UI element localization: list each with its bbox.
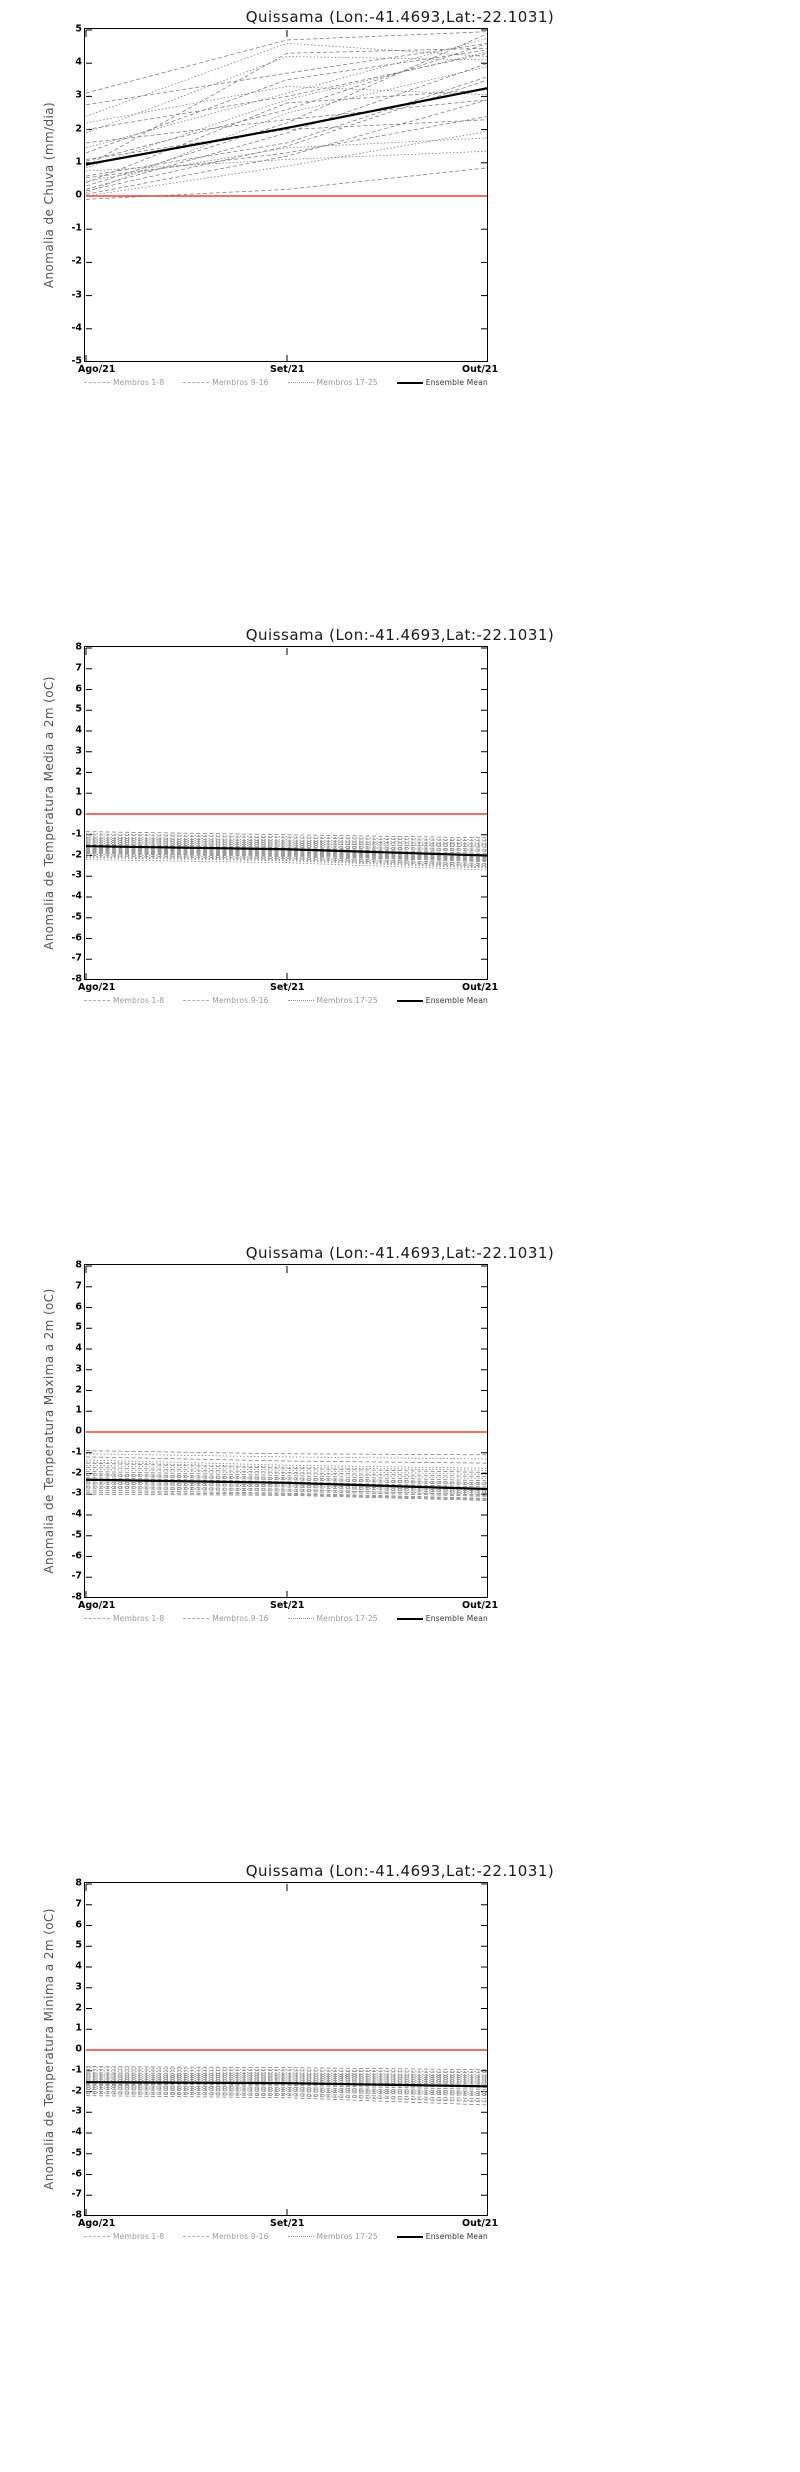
y-tick-label: 7 [75,1898,82,1910]
legend-label: Membros 17-25 [316,2232,378,2241]
legend [84,1614,488,1623]
y-tick-label: -1 [71,222,82,234]
y-tick-label: -8 [71,2209,82,2221]
y-tick-labels [58,23,82,367]
y-tick-label: 0 [75,1425,82,1437]
y-tick-label: 3 [75,1981,82,1993]
y-tick-label: 6 [75,683,82,694]
legend-swatch-icon [397,382,423,384]
member-line [86,38,488,148]
page-title: Quissama (Lon:-41.4693,Lat:-22.1031) [245,626,555,644]
member-line [86,1494,488,1500]
page-title: Quissama (Lon:-41.4693,Lat:-22.1031) [245,1862,555,1880]
legend-label: Membros 1-8 [113,1614,165,1623]
y-tick-label: -8 [71,1591,82,1603]
y-tick-label: -4 [71,322,82,334]
legend-swatch-icon [84,382,110,383]
legend-swatch-icon [288,382,314,383]
y-tick-label: -5 [71,1529,82,1541]
x-tick-label: Set/21 [270,2218,305,2229]
legend-item [84,1614,164,1623]
y-tick-label: -1 [71,2064,82,2076]
x-tick-label: Ago/21 [78,1600,116,1611]
member-line [86,1463,488,1472]
legend-swatch-icon [288,2236,314,2237]
legend-label: Membros 9-16 [212,2232,269,2241]
page-title: Quissama (Lon:-41.4693,Lat:-22.1031) [245,8,555,26]
y-axis-label: Anomalia de Chuva (mm/dia) [42,101,56,289]
legend-item [183,1614,268,1623]
member-line [86,53,488,129]
legend-label: Membros 9-16 [212,996,269,1005]
page-title: Quissama (Lon:-41.4693,Lat:-22.1031) [245,1244,555,1262]
legend [84,2232,488,2241]
y-tick-label: -5 [71,355,82,367]
legend-swatch-icon [84,1618,110,1619]
member-line [86,1465,488,1474]
member-line [86,131,488,196]
y-tick-label: 1 [75,786,82,798]
y-tick-label: -4 [71,2126,82,2138]
plot-area [84,1882,488,2216]
y-tick-label: -3 [71,1487,82,1499]
series-canvas [85,1883,488,2216]
y-tick-label: 5 [75,1939,82,1951]
legend-item [183,2232,268,2241]
legend-label: Membros 17-25 [316,1614,378,1623]
x-tick-label: Out/21 [462,364,499,375]
member-line [86,50,488,153]
legend [84,378,488,387]
y-axis-label: Anomalia de Temperatura Minima a 2m (oC) [42,1908,56,2190]
legend-swatch-icon [84,1000,110,1001]
legend-item [288,996,378,1005]
y-tick-label: -2 [71,1467,82,1478]
y-tick-label: -8 [71,973,82,985]
y-tick-labels [58,1259,82,1603]
member-line [86,1469,488,1478]
y-tick-label: -7 [71,1570,82,1582]
member-line [86,2094,488,2102]
series-canvas [85,29,488,362]
legend-swatch-icon [183,1618,209,1619]
member-line [86,33,488,186]
y-tick-label: -3 [71,2105,82,2117]
x-tick-label: Set/21 [270,1600,305,1611]
plot-area [84,1264,488,1598]
y-tick-label: -2 [71,849,82,860]
y-tick-label: 4 [75,724,82,736]
legend-swatch-icon [397,1618,423,1620]
legend-item [288,1614,378,1623]
legend-swatch-icon [288,1000,314,1001]
legend-item [84,378,164,387]
legend-label: Membros 9-16 [212,378,269,387]
legend-label: Membros 1-8 [113,378,165,387]
y-tick-label: -1 [71,828,82,840]
y-tick-label: 0 [75,2043,82,2055]
legend-item [397,2232,488,2241]
y-tick-labels [58,641,82,985]
legend-item [288,2232,378,2241]
member-line [86,76,488,176]
x-tick-label: Out/21 [462,2218,499,2229]
y-tick-label: -5 [71,2147,82,2159]
y-tick-label: 0 [75,189,82,201]
y-tick-label: -7 [71,952,82,964]
legend-item [183,378,268,387]
legend-label: Ensemble Mean [425,996,488,1005]
y-tick-label: -1 [71,1446,82,1458]
y-tick-label: 2 [75,2002,82,2013]
y-tick-label: 5 [75,23,82,35]
y-tick-label: -6 [71,1550,82,1561]
legend [84,996,488,1005]
y-axis-label: Anomalia de Temperatura Maxima a 2m (oC) [42,1288,56,1574]
y-tick-labels [58,1877,82,2221]
y-tick-label: -7 [71,2188,82,2200]
y-tick-label: 5 [75,703,82,715]
x-tick-label: Ago/21 [78,982,116,993]
x-tick-label: Out/21 [462,982,499,993]
chart-panel-temp-maxima [0,1236,800,1854]
member-line [86,100,488,143]
member-line [86,2088,488,2094]
chart-panel-temp-minima [0,1854,800,2472]
y-tick-label: 3 [75,1363,82,1375]
member-line [86,860,488,870]
legend-swatch-icon [183,382,209,383]
legend-label: Membros 9-16 [212,1614,269,1623]
y-tick-label: -2 [71,2085,82,2096]
legend-label: Ensemble Mean [425,2232,488,2241]
legend-swatch-icon [397,2236,423,2238]
member-line [86,43,488,161]
legend-swatch-icon [84,2236,110,2237]
legend-swatch-icon [288,1618,314,1619]
legend-item [397,996,488,1005]
y-tick-label: 5 [75,1321,82,1333]
member-line [86,168,488,200]
y-tick-label: 1 [75,2022,82,2034]
legend-swatch-icon [183,1000,209,1001]
x-tick-label: Ago/21 [78,2218,116,2229]
x-tick-label: Out/21 [462,1600,499,1611]
y-tick-label: -5 [71,911,82,923]
y-tick-label: -2 [71,255,82,267]
member-line [86,138,488,181]
member-line [86,1457,488,1463]
y-tick-label: 7 [75,1280,82,1292]
legend-item [397,1614,488,1623]
y-tick-label: 3 [75,89,82,101]
y-tick-label: 8 [75,641,82,653]
member-line [86,2086,488,2092]
legend-label: Membros 1-8 [113,2232,165,2241]
legend-item [84,996,164,1005]
y-tick-label: -6 [71,932,82,943]
legend-item [84,2232,164,2241]
y-tick-label: 7 [75,662,82,674]
legend-swatch-icon [397,1000,423,1002]
y-tick-label: 4 [75,1342,82,1354]
legend-swatch-icon [183,2236,209,2237]
legend-label: Ensemble Mean [425,378,488,387]
series-canvas [85,647,488,980]
member-line [86,43,488,116]
series-canvas [85,1265,488,1598]
chart-panel-temp-media [0,618,800,1236]
x-tick-label: Ago/21 [78,364,116,375]
legend-item [397,378,488,387]
y-tick-label: 8 [75,1259,82,1271]
y-tick-label: 2 [75,766,82,777]
legend-label: Membros 17-25 [316,996,378,1005]
legend-label: Membros 1-8 [113,996,165,1005]
y-tick-label: 3 [75,745,82,757]
y-tick-label: 6 [75,1301,82,1312]
member-line [86,1467,488,1476]
y-tick-label: 1 [75,1404,82,1416]
y-tick-label: 4 [75,56,82,68]
y-tick-label: 2 [75,123,82,135]
y-tick-label: -6 [71,2168,82,2179]
member-line [86,86,488,123]
legend-item [288,378,378,387]
y-tick-label: -3 [71,869,82,881]
member-line [86,1451,488,1455]
member-line [86,2093,488,2101]
chart-panel-precipitation [0,0,800,618]
legend-label: Membros 17-25 [316,378,378,387]
plot-area [84,28,488,362]
y-tick-label: 1 [75,156,82,168]
y-tick-label: -4 [71,1508,82,1520]
y-tick-label: -3 [71,289,82,301]
y-tick-label: -4 [71,890,82,902]
legend-item [183,996,268,1005]
y-tick-label: 8 [75,1877,82,1889]
y-tick-label: 2 [75,1384,82,1395]
x-tick-label: Set/21 [270,982,305,993]
y-tick-label: 6 [75,1919,82,1930]
plot-area [84,646,488,980]
x-tick-label: Set/21 [270,364,305,375]
y-tick-label: 4 [75,1960,82,1972]
y-tick-label: 0 [75,807,82,819]
y-axis-label: Anomalia de Temperatura Media a 2m (oC) [42,676,56,950]
legend-label: Ensemble Mean [425,1614,488,1623]
